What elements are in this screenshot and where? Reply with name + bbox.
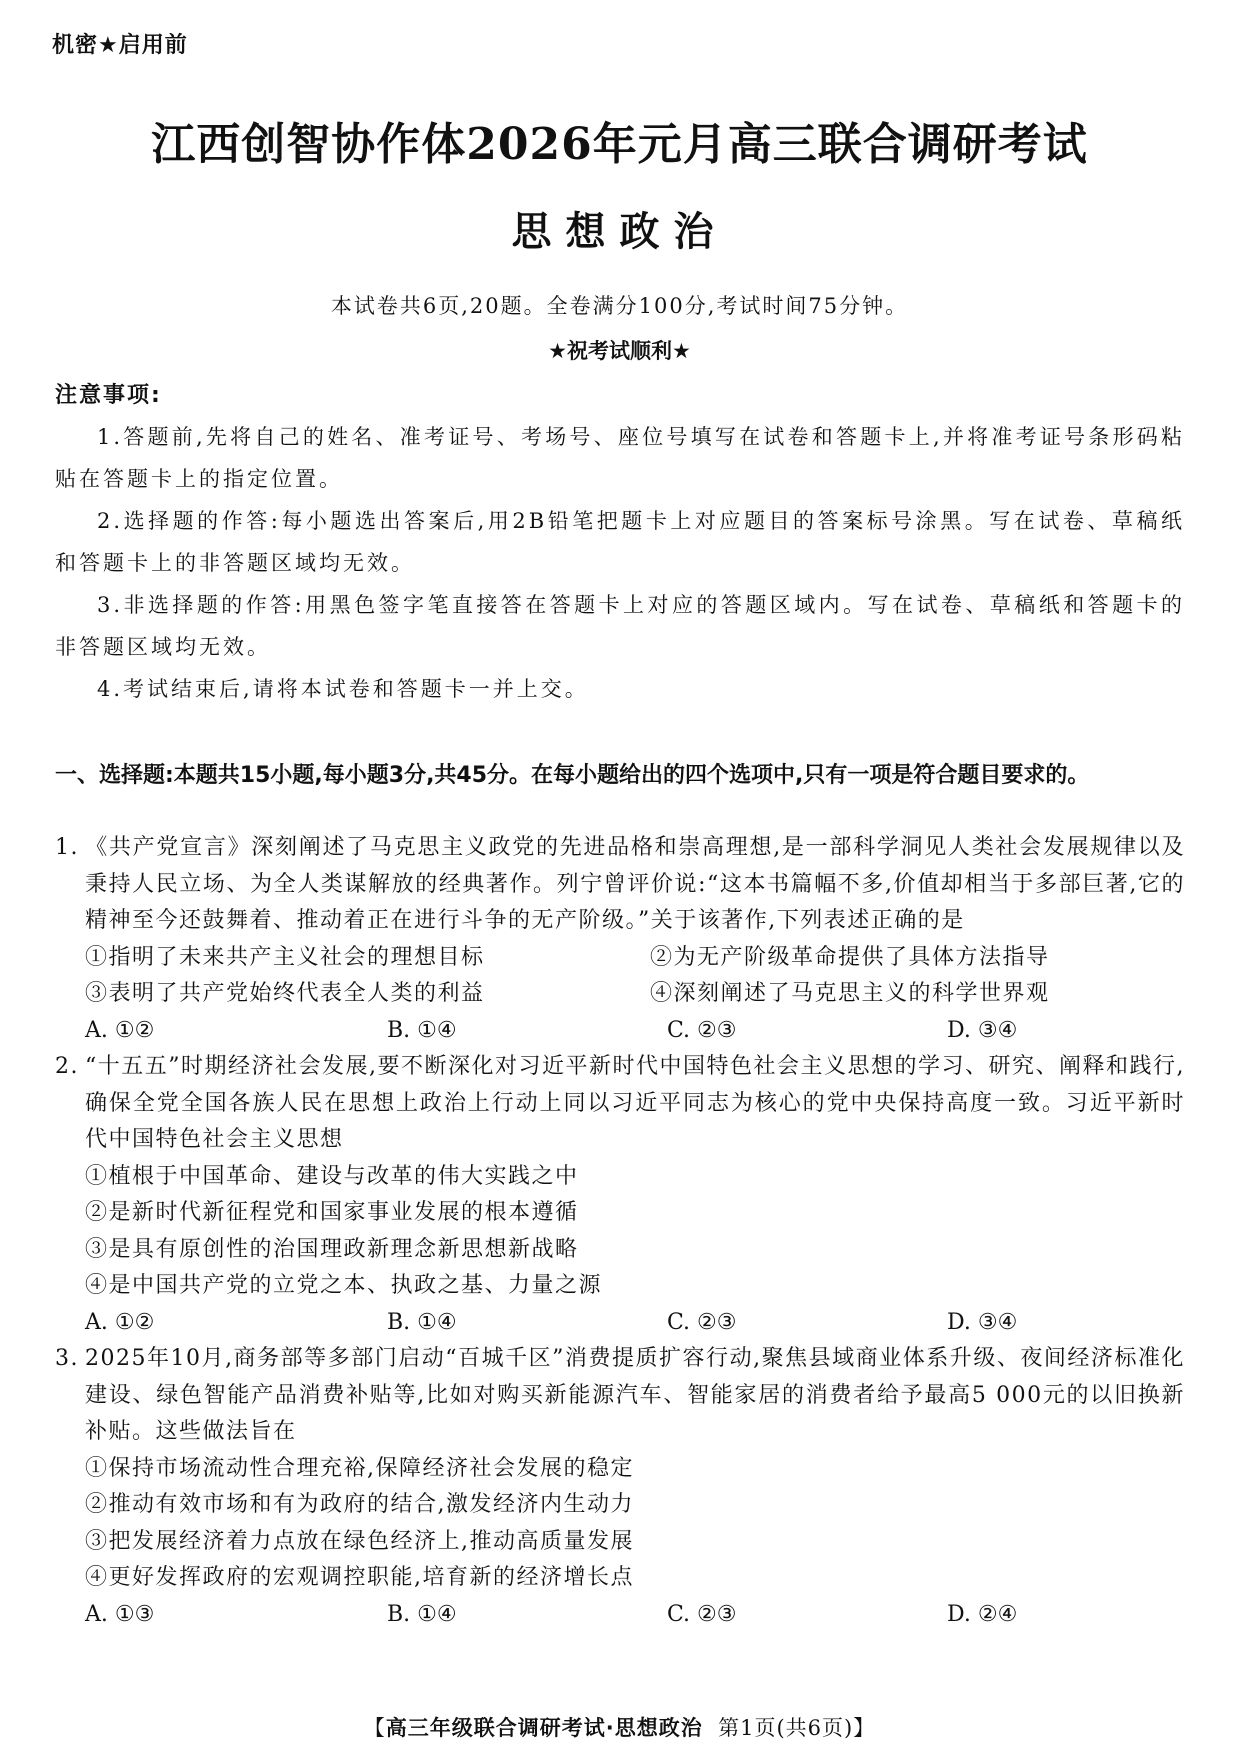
choice-a: A. ①③ [85, 1601, 155, 1627]
question-number: 3. [55, 1346, 79, 1371]
question-number: 1. [55, 835, 79, 860]
choice-d: D. ③④ [947, 1017, 1018, 1043]
option-item: ②为无产阶级革命提供了具体方法指导 [650, 944, 1050, 970]
choice-d: D. ③④ [947, 1309, 1018, 1335]
choice-c: C. ②③ [667, 1309, 737, 1335]
subject-title: 思想政治 [511, 208, 728, 255]
question-stem: 《共产党宣言》深刻阐述了马克思主义政党的先进品格和崇高理想,是一部科学洞见人类社会发展规律以及秉持人民立场、为全人类谋解放的经典著作。列宁曾评价说:“这本书篇幅不多,价值却相当于多部巨著,它的精神至今还鼓舞着、推动着正在进行斗争的无产阶级。”关于该著作,下列表述正确的是 [85, 835, 1185, 933]
option-item: ①指明了未来共产主义社会的理想目标 [85, 944, 485, 970]
question-stem: “十五五”时期经济社会发展,要不断深化对习近平新时代中国特色社会主义思想的学习、研究、阐释和践行,确保全党全国各族人民在思想上政治上行动上同以习近平同志为核心的党中央保持高度一致。习近平新时代中国特色社会主义思想 [85, 1054, 1185, 1152]
choice-a: A. ①② [85, 1309, 155, 1335]
confidential-label: 机密★启用前 [52, 33, 188, 58]
answer-choices [55, 1305, 1185, 1342]
note-item: 2.选择题的作答:每小题选出答案后,用2B铅笔把题卡上对应题目的答案标号涂黑。写在试卷、草稿纸和答题卡上的非答题区域均无效。 [55, 509, 1185, 575]
option-item: ④是中国共产党的立党之本、执政之基、力量之源 [85, 1273, 603, 1298]
exam-title: 江西创智协作体2026年元月高三联合调研考试 [151, 119, 1088, 170]
footer-page-number: 第1页(共6页) [718, 1716, 854, 1740]
question-3 [55, 1341, 1185, 1633]
note-item: 1.答题前,先将自己的姓名、准考证号、考场号、座位号填写在试卷和答题卡上,并将准考证号条形码粘贴在答题卡上的指定位置。 [55, 425, 1185, 491]
option-item: ③是具有原创性的治国理政新理念新思想新战略 [85, 1236, 579, 1262]
page-footer [0, 1712, 1239, 1742]
footer-bracket-right: 】 [853, 1716, 876, 1740]
option-item: ③把发展经济着力点放在绿色经济上,推动高质量发展 [85, 1528, 634, 1554]
option-item: ④更好发挥政府的宏观调控职能,培育新的经济增长点 [85, 1565, 634, 1590]
choice-b: B. ①④ [387, 1309, 457, 1335]
option-list [55, 940, 1185, 1013]
option-item: ①保持市场流动性合理充裕,保障经济社会发展的稳定 [85, 1455, 634, 1481]
note-item: 3.非选择题的作答:用黑色签字笔直接答在答题卡上对应的答题区域内。写在试卷、草稿纸和答题卡的非答题区域均无效。 [55, 593, 1185, 659]
choice-c: C. ②③ [667, 1601, 737, 1627]
choice-b: B. ①④ [387, 1601, 457, 1627]
option-item: ③表明了共产党始终代表全人类的利益 [85, 981, 485, 1006]
question-number: 2. [55, 1054, 79, 1079]
questions-list [55, 830, 1185, 1633]
exam-intro: 本试卷共6页,20题。全卷满分100分,考试时间75分钟。 [330, 294, 909, 318]
option-item: ①植根于中国革命、建设与改革的伟大实践之中 [85, 1163, 579, 1189]
option-item: ④深刻阐述了马克思主义的科学世界观 [650, 981, 1050, 1006]
question-1 [55, 830, 1185, 1049]
choice-c: C. ②③ [667, 1017, 737, 1043]
choice-d: D. ②④ [947, 1601, 1018, 1627]
choice-a: A. ①② [85, 1017, 155, 1043]
choice-b: B. ①④ [387, 1017, 457, 1043]
good-luck-line: ★祝考试顺利★ [548, 339, 691, 363]
answer-choices [55, 1013, 1185, 1050]
note-item: 4.考试结束后,请将本试卷和答题卡一并上交。 [97, 677, 589, 701]
question-2 [55, 1049, 1185, 1341]
footer-exam-name: 高三年级联合调研考试·思想政治 [385, 1716, 703, 1740]
question-stem: 2025年10月,商务部等多部门启动“百城千区”消费提质扩容行动,聚焦县域商业体系升级、夜间经济标准化建设、绿色智能产品消费补贴等,比如对购买新能源汽车、智能家居的消费者给予最高5 000元的以旧换新补贴。这些做法旨在 [85, 1346, 1185, 1444]
footer-bracket-left: 【 [363, 1716, 386, 1740]
option-item: ②是新时代新征程党和国家事业发展的根本遵循 [85, 1200, 579, 1225]
notes-list [55, 416, 1185, 710]
option-item: ②推动有效市场和有为政府的结合,激发经济内生动力 [85, 1492, 634, 1517]
answer-choices [55, 1597, 1185, 1634]
notes-heading: 注意事项: [55, 383, 162, 408]
section-heading: 一、选择题:本题共15小题,每小题3分,共45分。在每小题给出的四个选项中,只有一项是符合题目要求的。 [55, 763, 1090, 788]
